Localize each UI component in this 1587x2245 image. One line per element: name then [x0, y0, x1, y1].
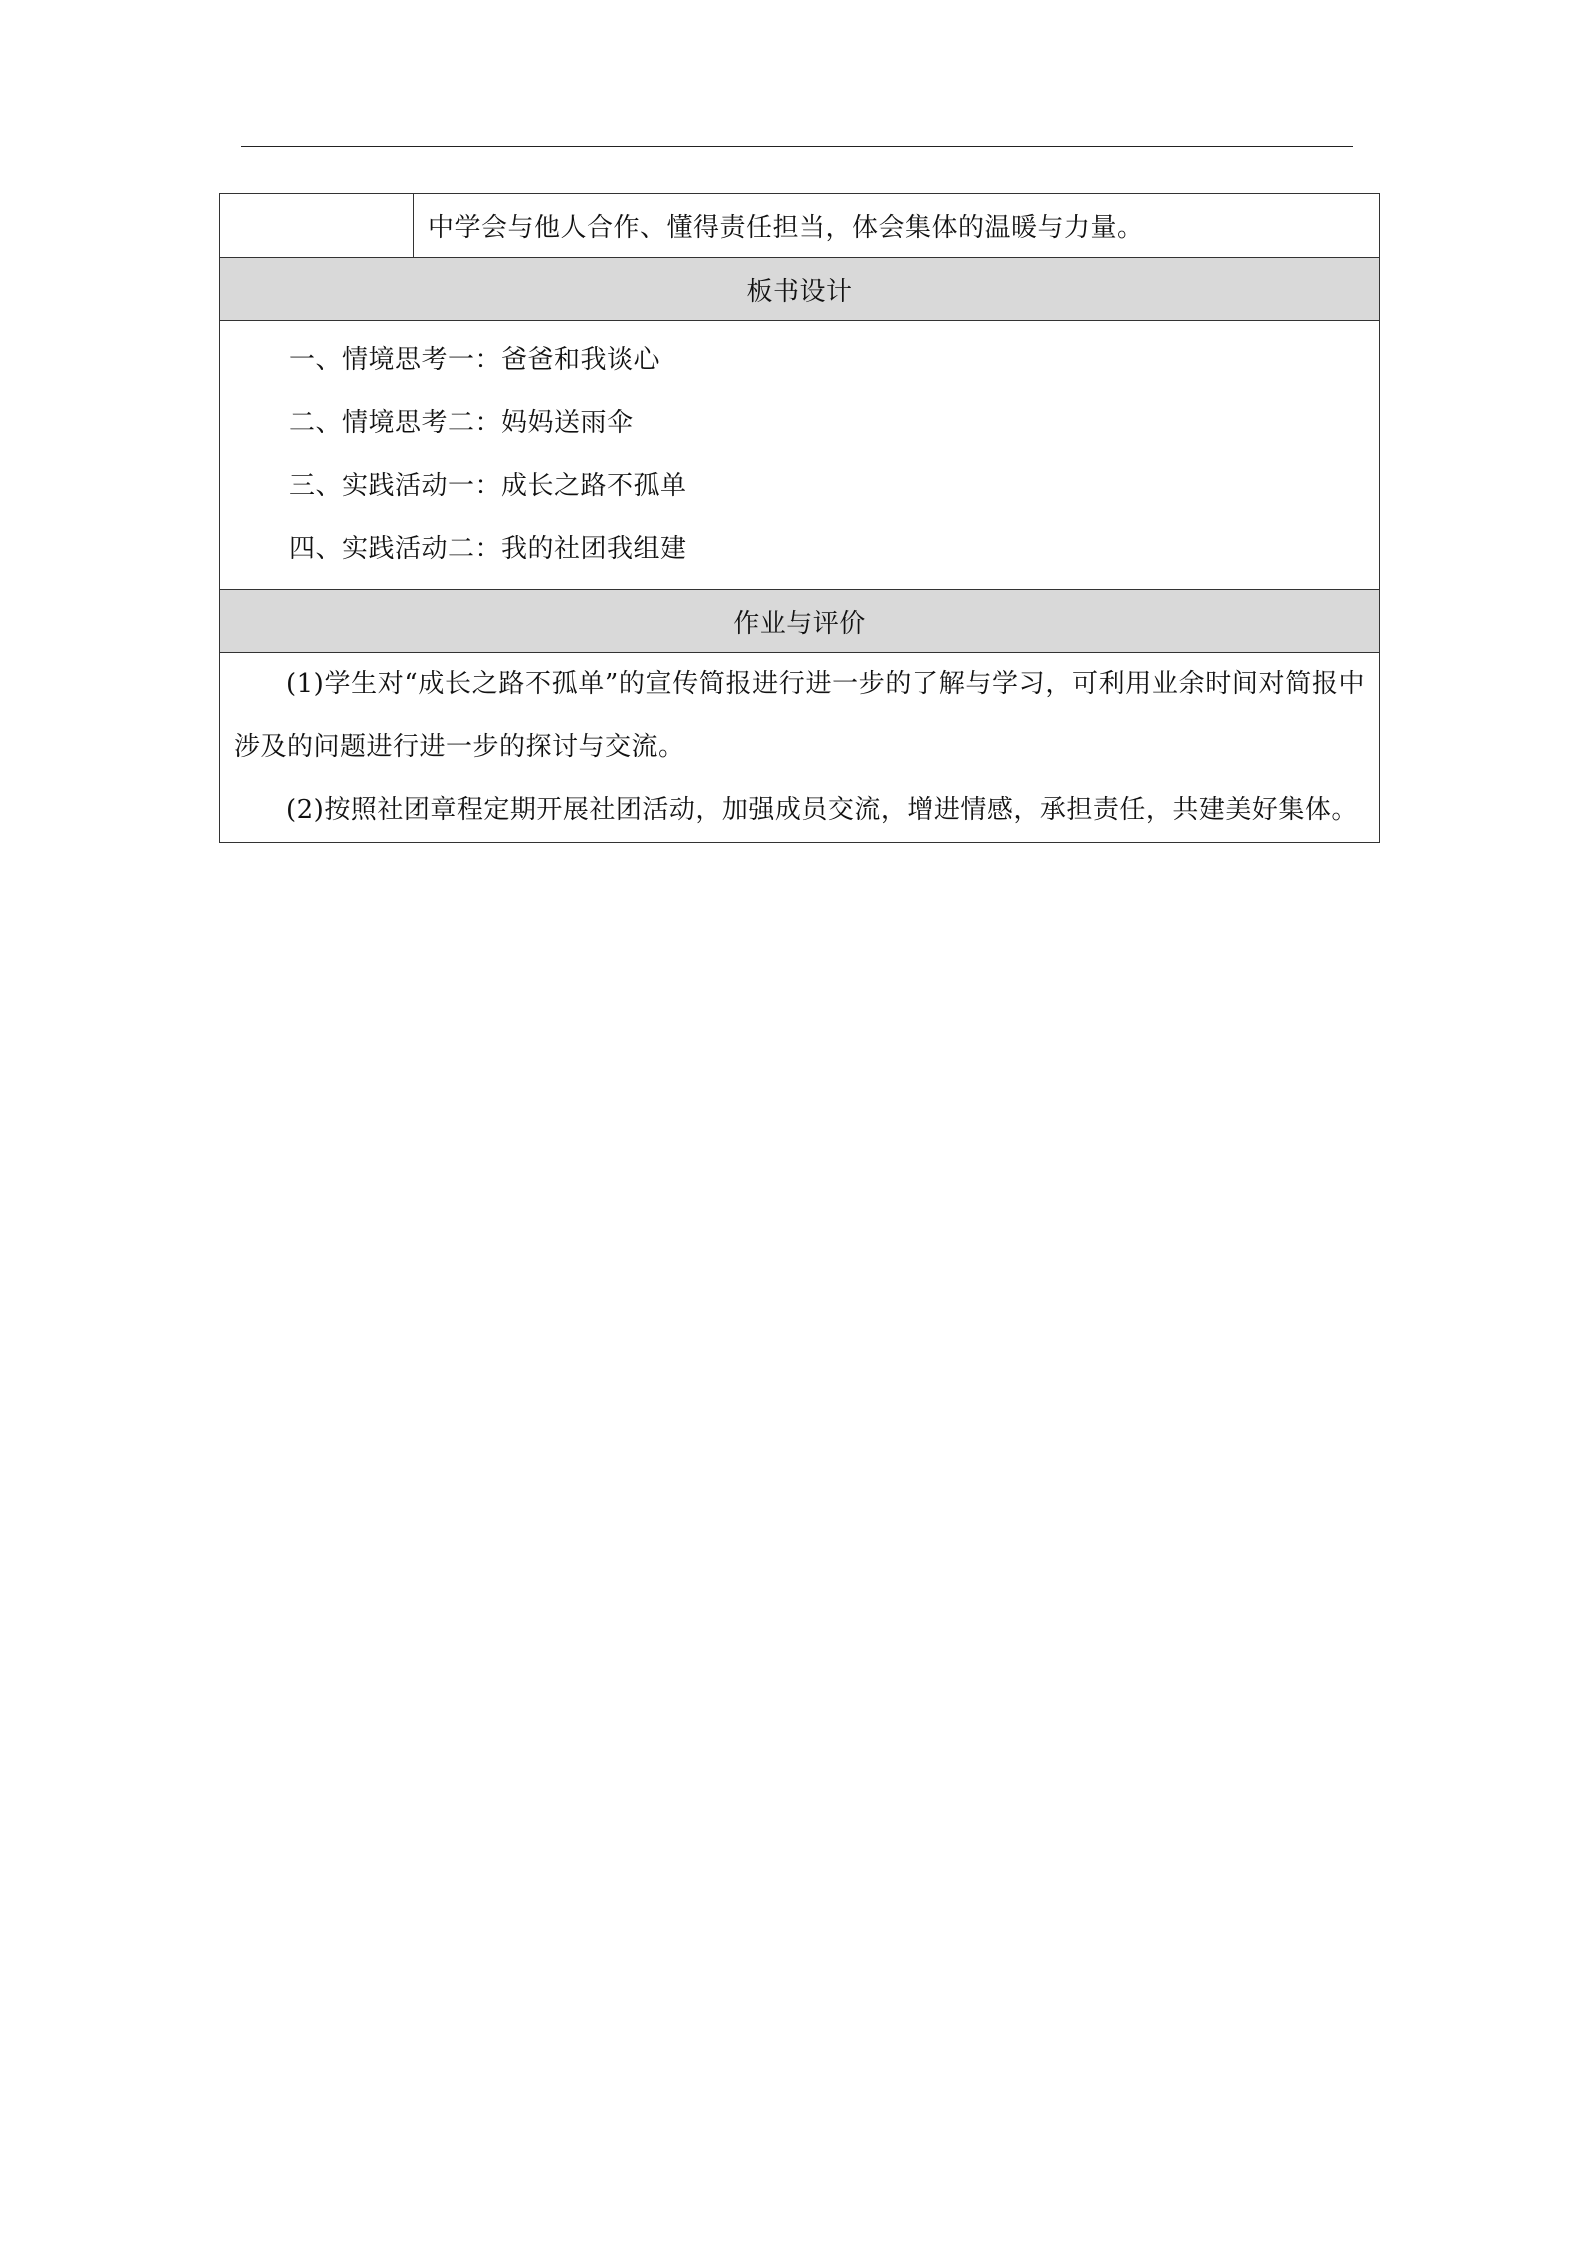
homework-header-row [220, 590, 1380, 653]
continued-row [220, 194, 1380, 258]
lesson-plan-table [219, 193, 1380, 843]
continued-row-text: 中学会与他人合作、懂得责任担当，体会集体的温暖与力量。 [414, 194, 1380, 258]
board-design-item: 二、情境思考二：妈妈送雨伞 [289, 408, 634, 438]
homework-content-row [220, 653, 1380, 843]
board-design-content-row [220, 321, 1380, 590]
board-design-item: 四、实践活动二：我的社团我组建 [289, 534, 687, 564]
board-design-header-row [220, 258, 1380, 321]
board-design-content [220, 321, 1380, 590]
board-design-item: 一、情境思考一：爸爸和我谈心 [289, 345, 661, 375]
board-design-heading: 板书设计 [220, 258, 1380, 321]
continued-row-label-cell [220, 194, 414, 258]
header-rule [241, 146, 1353, 147]
homework-paragraph: (2)按照社团章程定期开展社团活动，加强成员交流，增进情感，承担责任，共建美好集体。 [286, 795, 1358, 825]
board-design-item: 三、实践活动一：成长之路不孤单 [289, 471, 687, 501]
homework-content [220, 653, 1380, 843]
homework-heading: 作业与评价 [220, 590, 1380, 653]
homework-paragraph: (1)学生对“成长之路不孤单”的宣传简报进行进一步的了解与学习，可利用业余时间对简报中涉及的问题进行进一步的探讨与交流。 [234, 669, 1365, 762]
